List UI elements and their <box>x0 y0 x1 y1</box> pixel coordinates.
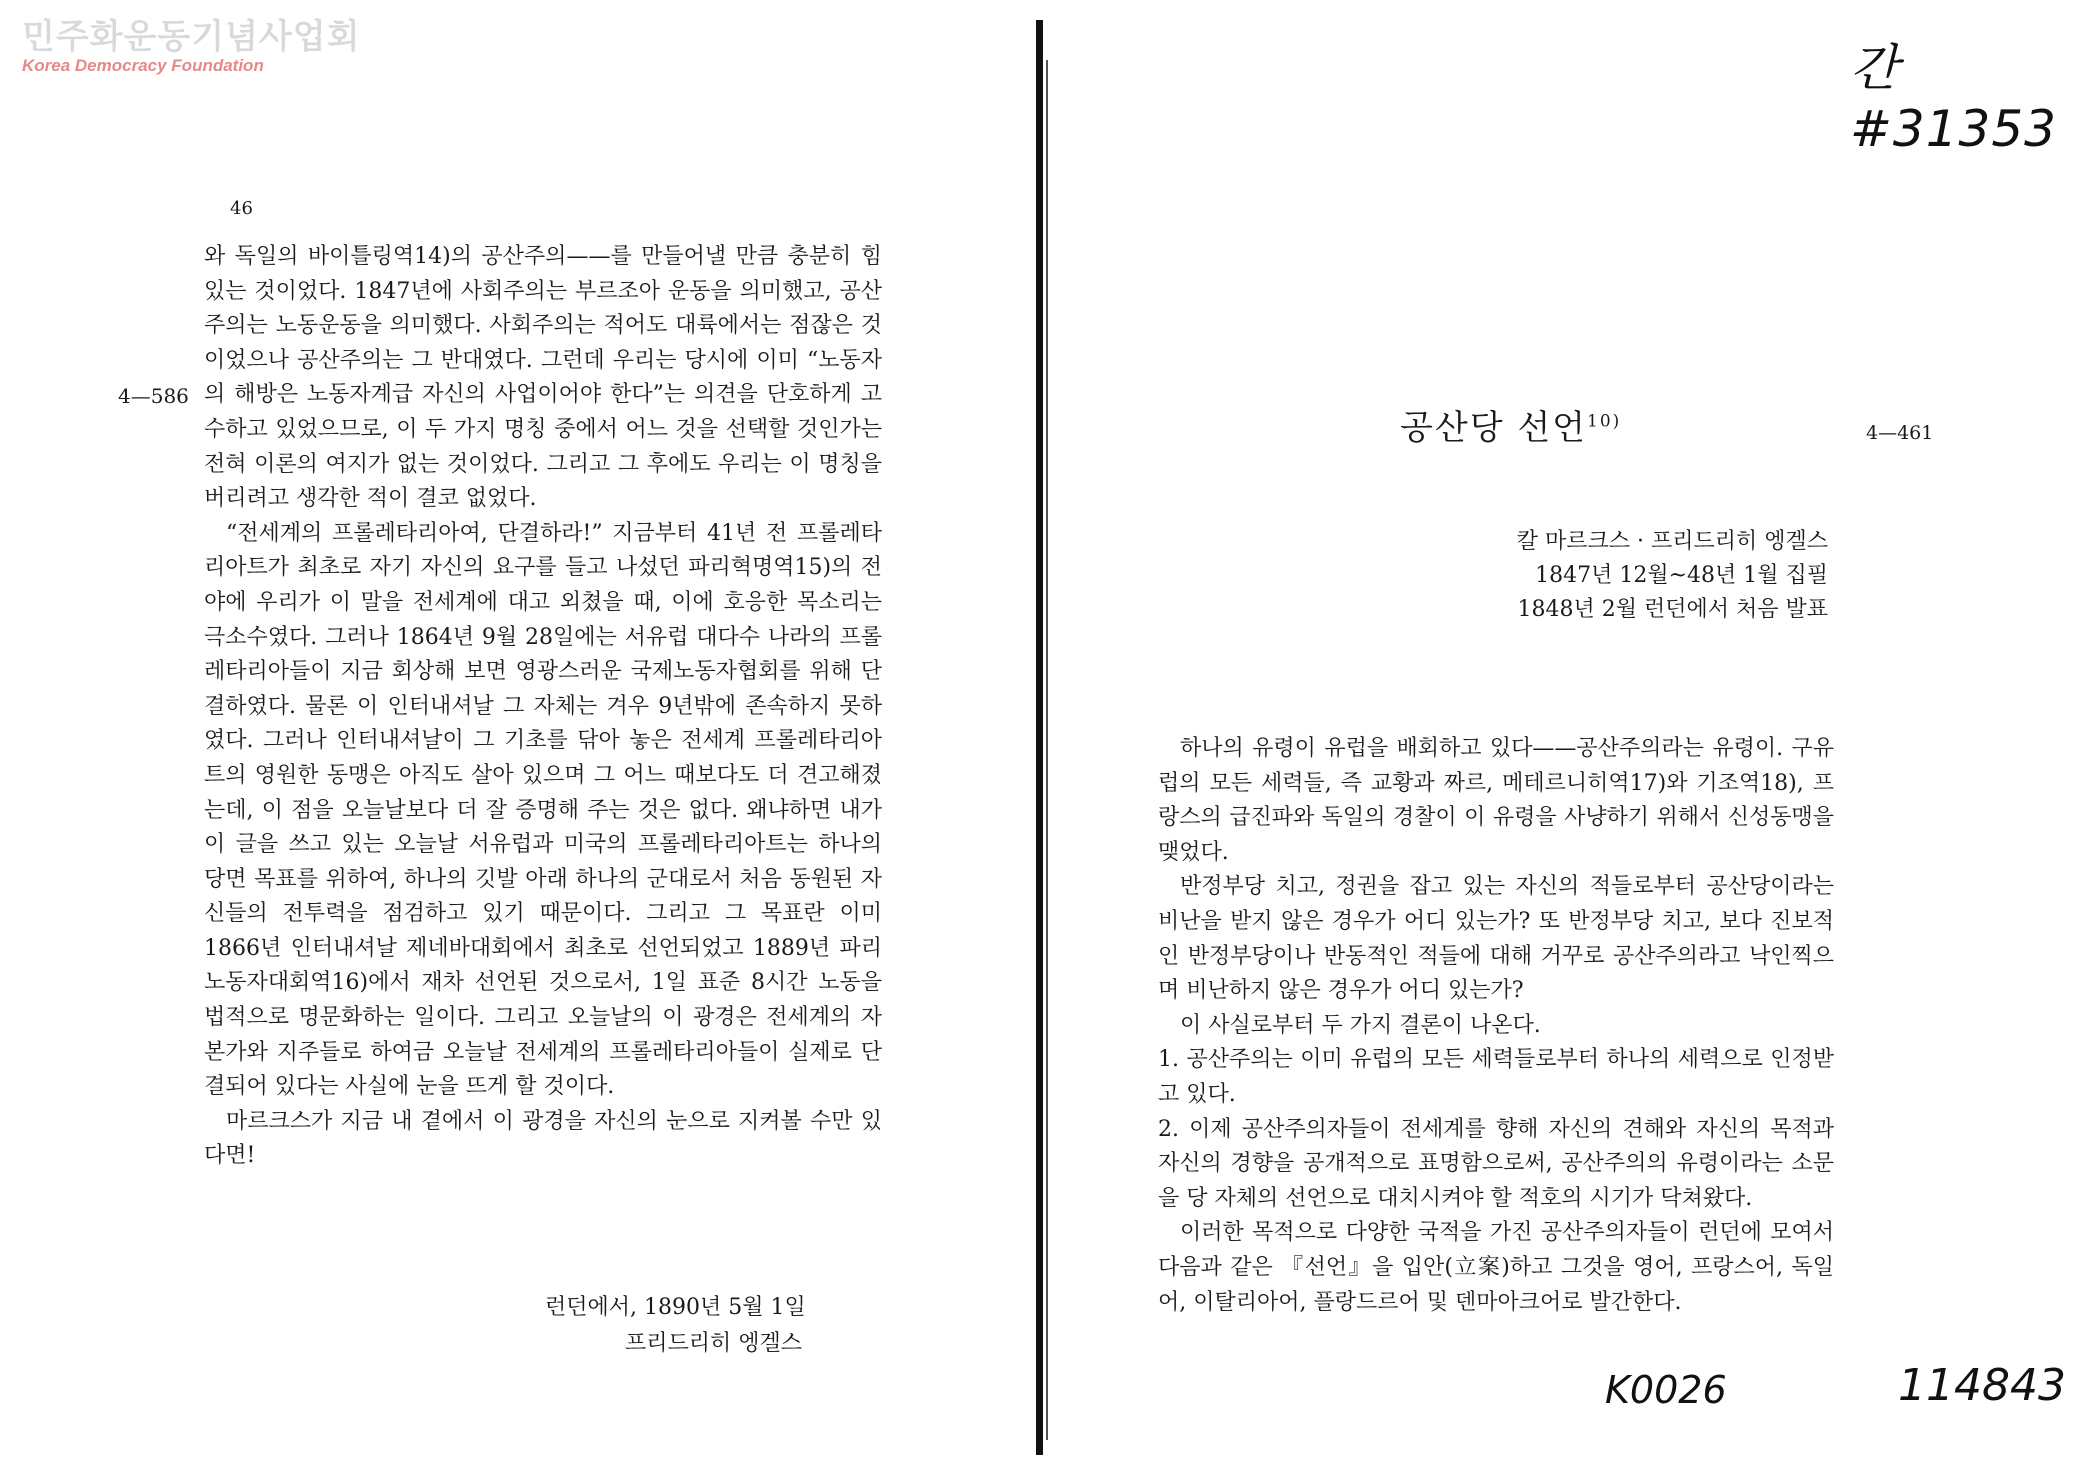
handwritten-number: 114843 <box>1898 1360 2066 1411</box>
byline-published: 1848년 2월 런던에서 처음 발표 <box>1517 597 1828 622</box>
document-title-text: 공산당 선언 <box>1400 408 1588 448</box>
left-page-number: 46 <box>230 198 253 219</box>
left-paragraph-2: “전세계의 프롤레타리아여, 단결하라!” 지금부터 41년 전 프롤레타리아트가 최초로 자기 자신의 요구를 들고 나섰던 파리혁명역15)의 전야에 우리가 이 말을 전세계에 대고 외쳤을 때, 이에 호응한 목소리는 극소수였다. 그러나 1864년 9월 28일에는 서유럽 대다수 나라의 프롤레타리아들이 지금 회상해 보면 영광스러운 국제노동자협회를 위해 단결하였다. 물론 이 인터내셔날 그 자체는 겨우 9년밖에 존속하지 못하였다. 그러나 인터내셔날이 그 기초를 닦아 놓은 전세계 프롤레타리아트의 영원한 동맹은 아직도 살아 있으며 그 어느 때보다도 더 견고해졌는데, 이 점을 오늘날보다 더 잘 증명해 주는 것은 없다. 왜냐하면 내가 이 글을 쓰고 있는 오늘날 서유럽과 미국의 프롤레타리아트는 하나의 당면 목표를 위하여, 하나의 깃발 아래 하나의 군대로서 처음 동원된 자신들의 전투력을 점검하고 있기 때문이다. 그리고 그 목표란 이미 1866년 인터내셔날 제네바대회에서 최초로 선언되었고 1889년 파리 노동자대회역16)에서 재차 선언된 것으로서, 1일 표준 8시간 노동을 법적으로 명문화하는 일이다. 그리고 오늘날의 이 광경은 전세계의 자본가와 지주들로 하여금 오늘날 전세계의 프롤레타리아들이 실제로 단결되어 있다는 사실에 눈을 뜨게 할 것이다. <box>204 520 882 1100</box>
document-title <box>1400 400 1621 449</box>
handwritten-catalog-number: 간 #31353 <box>1850 39 2057 158</box>
right-paragraph-1: 하나의 유령이 유럽을 배회하고 있다——공산주의라는 유령이. 구유럽의 모든 세력들, 즉 교황과 짜르, 메테르니히역17)와 기조역18), 프랑스의 급진파와 독일의 경찰이 이 유령을 사냥하기 위해서 신성동맹을 맺었다. <box>1158 736 1834 865</box>
document-title-note: 10) <box>1587 411 1622 432</box>
right-paragraph-5: 2. 이제 공산주의자들이 전세계를 향해 자신의 견해와 자신의 목적과 자신의 경향을 공개적으로 표명함으로써, 공산주의의 유령이라는 소문을 당 자체의 선언으로 대치시켜야 할 적호의 시기가 닥쳐왔다. <box>1158 1116 1834 1211</box>
watermark-korean: 민주화운동기념사업회 <box>22 17 361 57</box>
book-binding-shadow <box>1046 60 1048 1440</box>
right-paragraph-3: 이 사실로부터 두 가지 결론이 나온다. <box>1180 1012 1541 1038</box>
watermark-english: Korea Democracy Foundation <box>22 56 264 75</box>
book-binding-line <box>1036 20 1043 1455</box>
byline-authors: 칼 마르크스 · 프리드리히 엥겔스 <box>1516 529 1828 554</box>
signoff-author: 프리드리히 엥겔스 <box>625 1331 803 1356</box>
watermark <box>22 18 360 76</box>
right-paragraph-2: 반정부당 치고, 정권을 잡고 있는 자신의 적들로부터 공산당이라는 비난을 받지 않은 경우가 어디 있는가? 또 반정부당 치고, 보다 진보적인 반정부당이나 반동적인 적들에 대해 거꾸로 공산주의라고 낙인찍으며 비난하지 않은 경우가 어디 있는가? <box>1158 874 1834 1004</box>
left-paragraph-3: 마르크스가 지금 내 곁에서 이 광경을 자신의 눈으로 지켜볼 수만 있다면! <box>204 1108 882 1169</box>
right-margin-ref: 4—461 <box>1866 422 1934 444</box>
right-paragraph-6: 이러한 목적으로 다양한 국적을 가진 공산주의자들이 런던에 모여서 다음과 같은 『선언』을 입안(立案)하고 그것을 영어, 프랑스어, 독일어, 이탈리아어, 플랑드르어 및 덴마아크어로 발간한다. <box>1158 1220 1834 1315</box>
right-paragraph-4: 1. 공산주의는 이미 유럽의 모든 세력들로부터 하나의 세력으로 인정받고 있다. <box>1158 1047 1834 1107</box>
left-paragraph-1: 와 독일의 바이틀링역14)의 공산주의——를 만들어낼 만큼 충분히 힘있는 것이었다. 1847년에 사회주의는 부르조아 운동을 의미했고, 공산주의는 노동운동을 의미했다. 사회주의는 적어도 대륙에서는 점잖은 것이었으나 공산주의는 그 반대였다. 그런데 우리는 당시에 이미 “노동자의 해방은 노동자계급 자신의 사업이어야 한다”는 의견을 단호하게 고수하고 있었으므로, 이 두 가지 명칭 중에서 어느 것을 선택할 것인가는 전혀 이론의 여지가 없는 것이었다. 그리고 그 후에도 우리는 이 명칭을 버리려고 생각한 적이 결코 없었다. <box>204 244 882 512</box>
left-margin-ref: 4—586 <box>118 384 189 408</box>
byline-written: 1847년 12월~48년 1월 집필 <box>1535 563 1828 588</box>
byline <box>1517 525 1828 627</box>
signoff-place-date: 런던에서, 1890년 5월 1일 <box>545 1295 806 1320</box>
right-page-body <box>1158 732 1834 1320</box>
left-signoff <box>545 1290 806 1362</box>
left-page-body <box>204 240 882 1174</box>
handwritten-code: K0026 <box>1605 1368 1727 1412</box>
